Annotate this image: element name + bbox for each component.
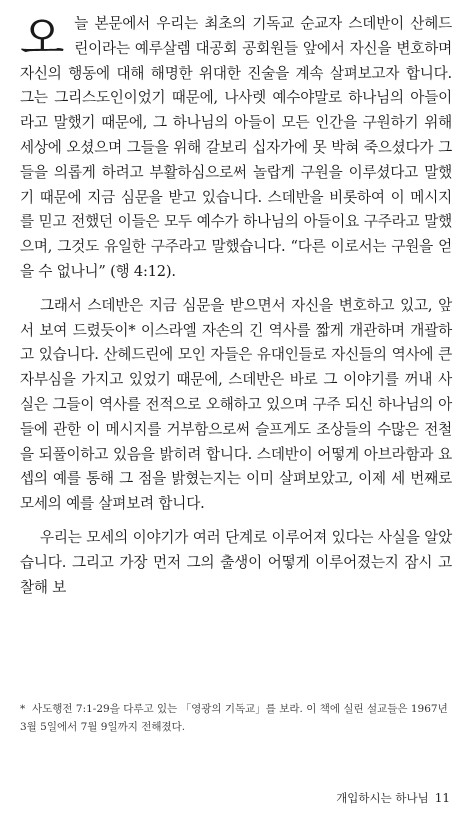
running-title: 개입하시는 하나님	[336, 791, 429, 805]
paragraph-1-text: 늘 본문에서 우리는 최초의 기독교 순교자 스데반이 산헤드린이라는 예루살렘 대공회 공회원들 앞에서 자신을 변호하며 자신의 행동에 대해 해명한 위대한 진술을 계속 살펴보고자 합니다. 그는 그리스도인이었기 때문에, 나사렛 예수야말로 하나님의 아들이라고 말했기 때문에, 그 하나님의 아들이 모든 인간을 구원하기 위해 세상에 오셨으며 그들을 위해 갈보리 십자가에 못 박혀 죽으셨다가 그들을 의롭게 하려고 부활하심으로써 놀랍게 구원을 이루셨다고 말했기 때문에 지금 심문을 받고 있습니다. 스데반을 비롯하여 이 메시지를 믿고 전했던 이들은 모두 예수가 하나님의 아들이요 구주라고 말했으며, 그것도 유일한 구주라고 말했습니다. “다른 이로서는 구원을 얻을 수 없나니” (행 4:12).	[20, 15, 452, 280]
main-body-text	[20, 12, 452, 600]
paragraph-2-text: 그래서 스데반은 지금 심문을 받으면서 자신을 변호하고 있고, 앞서 보여 드렸듯이* 이스라엘 자손의 긴 역사를 짧게 개관하며 개괄하고 있습니다. 산헤드린에 모인 자들은 유대인들로 자신들의 역사에 큰 자부심을 가지고 있었기 때문에, 스데반은 바로 그 이야기를 꺼내 사실은 그들이 역사를 전적으로 오해하고 있으며 구주 되신 하나님의 아들에 관한 이 메시지를 거부함으로써 슬프게도 조상들의 수많은 전철을 되풀이하고 있음을 밝히려 합니다. 스데반이 어떻게 아브라함과 요셉의 예를 통해 그 점을 밝혔는지는 이미 살펴보았고, 이제 세 번째로 모세의 예를 살펴보려 합니다.	[20, 296, 452, 513]
footnote	[20, 700, 452, 736]
paragraph-1	[20, 12, 452, 285]
footnote-text: 사도행전 7:1-29을 다루고 있는 「영광의 기독교」를 보라. 이 책에 실린 설교들은 1967년 3월 5일에서 7월 9일까지 전해졌다.	[20, 703, 448, 733]
paragraph-3	[20, 526, 452, 600]
drop-cap: 오	[20, 11, 65, 65]
page-number: 11	[434, 791, 450, 805]
page-footer	[336, 790, 450, 806]
footnote-mark: *	[20, 703, 26, 715]
paragraph-2	[20, 294, 452, 517]
paragraph-3-text: 우리는 모세의 이야기가 여러 단계로 이루어져 있다는 사실을 알았습니다. 그리고 가장 먼저 그의 출생이 어떻게 이루어졌는지 잠시 고찰해 보	[20, 528, 452, 596]
